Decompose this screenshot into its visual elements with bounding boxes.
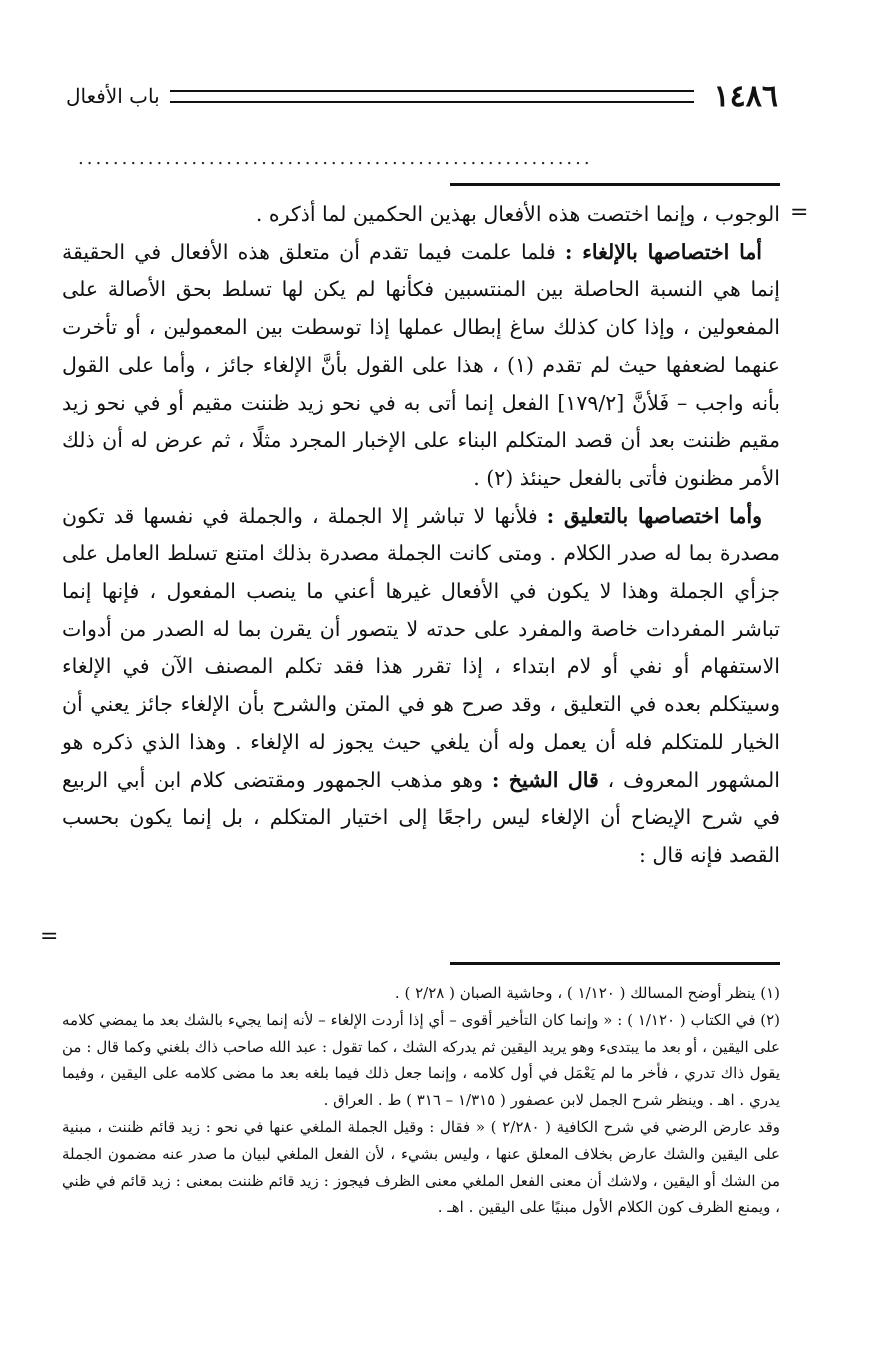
- header-double-rule: [170, 90, 694, 103]
- main-text: [62, 196, 780, 875]
- paragraph-3-body-end: وهو مذهب الجمهور ومقتضى كلام ابن أبي الربيع في شرح الإيضاح أن الإلغاء ليس راجعًا إلى اختيار المتكلم ، بل إنما يكون بحسب القصد فإنه قال :: [62, 767, 780, 867]
- footnotes: [62, 980, 780, 1221]
- continuation-mark-bottom: =: [40, 924, 59, 949]
- paragraph-3-body: فلأنها لا تباشر إلا الجملة ، والجملة في نفسها قد تكون مصدرة بما له صدر الكلام . ومتى كانت الجملة مصدرة بذلك امتنع تسلط العامل على جزأي الجملة وهذا لا يكون في الأفعال غيرها أعني ما ينصب المفعول ، فإنها إنما تباشر المفردات خاصة والمفرد على حدته لا يتصور أن يقرن بما له الصدر من أدوات الاستفهام أو نفي أو لام ابتداء ، إذا تقرر هذا فقد تكلم المصنف الآن في الإلغاء وسيتكلم بعده في التعليق ، وقد صرح هو في المتن والشرح بأن الإلغاء جائز يعني أن الخيار للمتكلم فله أن يعمل وله أن يلغي حيث يجوز له الإلغاء . وهذا الذي ذكره هو المشهور المعروف ،: [62, 503, 780, 792]
- paragraph-3-citation: قال الشيخ :: [491, 767, 599, 792]
- continuation-rule: [450, 183, 780, 186]
- footnote-2-continuation: وقد عارض الرضي في شرح الكافية ( ٢/٢٨٠ ) « فقال : وقيل الجملة الملغي عنها في نحو : زيد قائم ظننت ، مبنية على اليقين والشك عارض بخلاف المعلق عنها ، وليس بشيء ، لأن الفعل الملغي لبيان ما صدر عنه مضمون الجملة من الشك أو اليقين ، ولاشك أن معنى الفعل الملغي معنى الظرف فيجوز : زيد قائم ظننت بمعنى : زيد قائم في ظني ، ويمنع الظرف كون الكلام الأول مبنيًا على اليقين . اهـ .: [62, 1117, 780, 1217]
- separator-dots: ...........................................................: [78, 148, 593, 169]
- paragraph-1: الوجوب ، وإنما اختصت هذه الأفعال بهذين الحكمين لما أذكره .: [255, 202, 780, 226]
- footnote-2: (٢) في الكتاب ( ١/١٢٠ ) : « وإنما كان التأخير أقوى – أي إذا أردت الإلغاء – لأنه إنما يجيء بالشك بعد ما يمضي كلامه على اليقين ، أو بعد ما يبتدىء وهو يريد اليقين ثم يدركه الشك ، كما تقول : عبد الله صاحب ذاك بلغني وكما قال : من يقول ذاك تدري ، فأخر ما لم يَعْمَل في أول كلامه ، وإنما جعل ذلك فيما بلغه بعد ما مضى كلامه على اليقين ، وفيما يدري . اهـ . وينظر شرح الجمل لابن عصفور ( ١/٣١٥ – ٣١٦ ) ط . العراق .: [62, 1010, 780, 1110]
- footnote-rule: [450, 962, 780, 965]
- page-header: [66, 76, 778, 116]
- paragraph-2-body: فلما علمت فيما تقدم أن متعلق هذه الأفعال في الحقيقة إنما هي النسبة الحاصلة بين المنتسبين فكأنها لم يكن لها تسلط بحق الأصالة على المفعولين ، وإذا كان كذلك ساغ إبطال عملها إذا توسطت بين المعمولين ، أو تأخرت عنهما لضعفها حيث لم تقدم (١) ، هذا على القول بأنَّ الإلغاء جائز ، وأما على القول بأنه واجب – فَلأنَّ [١٧٩/٢] الفعل إنما أتى به في نحو زيد ظننت مقيم أو في نحو زيد مقيم ظننت بعد أن قصد المتكلم البناء على الإخبار المجرد مثلًا ، ثم عرض له أن ذلك الأمر مظنون فأتى بالفعل حينئذ (٢) .: [62, 239, 780, 490]
- footnote-1: (١) ينظر أوضح المسالك ( ١/١٢٠ ) ، وحاشية الصبان ( ٢/٢٨ ) .: [394, 984, 780, 1002]
- page-number: ١٤٨٦: [713, 78, 778, 114]
- paragraph-3-heading: وأما اختصاصها بالتعليق :: [546, 503, 762, 528]
- paragraph-3: [62, 498, 780, 875]
- paragraph-2: [62, 234, 780, 498]
- paragraph-2-heading: أما اختصاصها بالإلغاء :: [564, 239, 763, 264]
- chapter-title: باب الأفعال: [66, 84, 160, 108]
- continuation-mark-top: =: [790, 200, 809, 225]
